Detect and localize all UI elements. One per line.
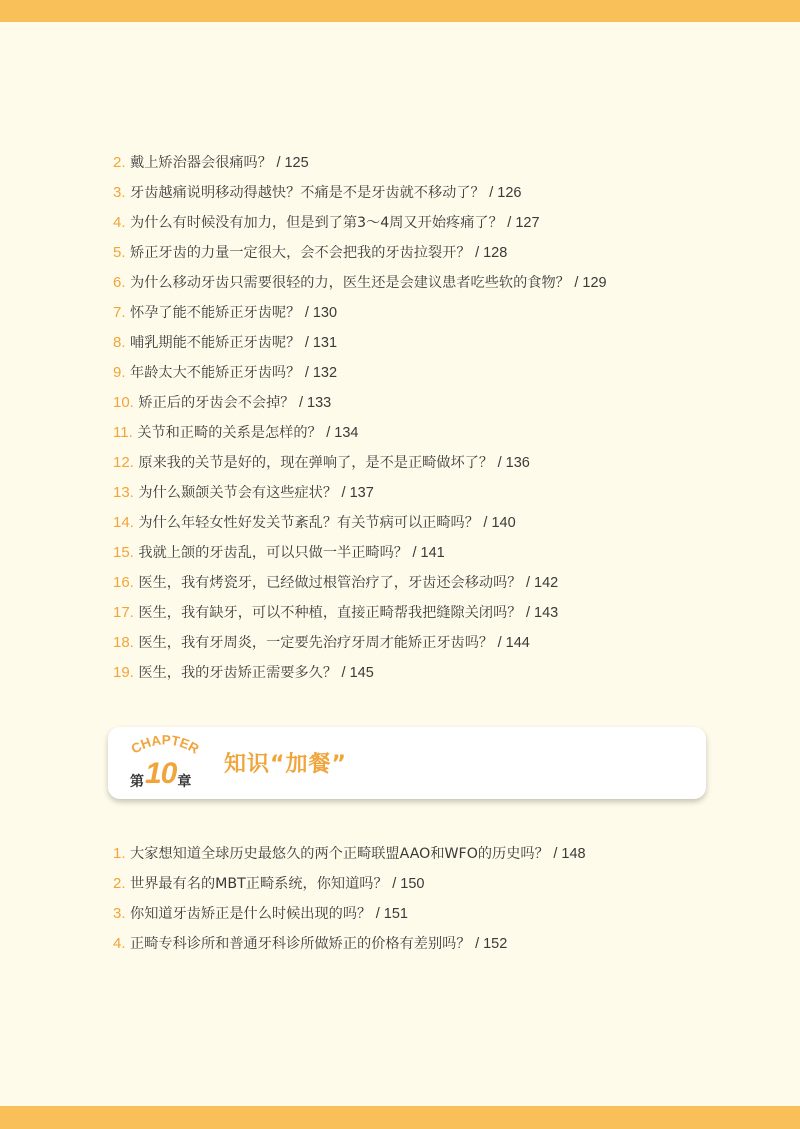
entry-page-number: / 152 [475,936,508,952]
entry-page-number: / 131 [304,335,338,351]
entry-page-number: / 150 [392,876,425,892]
entry-page-number: / 136 [497,455,530,471]
toc-list-chapter-10 [113,839,733,959]
entry-page-number: / 134 [326,425,359,441]
chapter-suffix: 章 [177,774,192,790]
entry-page-number: / 137 [341,485,374,501]
entry-number: 4. [113,214,126,231]
entry-number: 6. [113,274,126,291]
entry-page-number: / 140 [483,515,516,531]
entry-title: 为什么年轻女性好发关节紊乱？有关节病可以正畸吗？ [138,515,479,531]
entry-title: 为什么移动牙齿只需要很轻的力，医生还是会建议患者吃些软的食物？ [130,275,570,291]
toc-entry[interactable] [113,508,733,538]
entry-title: 关节和正畸的关系是怎样的？ [137,425,322,441]
toc-entry[interactable] [113,238,733,268]
entry-title: 世界最有名的MBT正畸系统，你知道吗？ [130,876,388,892]
toc-list-chapter-9 [113,148,733,688]
toc-entry[interactable] [113,899,733,929]
toc-entry[interactable] [113,628,733,658]
chapter-number: 10 [145,757,177,790]
entry-number: 16. [113,574,134,591]
entry-page-number: / 144 [497,635,530,651]
entry-page-number: / 141 [412,545,445,561]
toc-entry[interactable] [113,869,733,899]
entry-number: 18. [113,634,134,651]
chapter-title: 知识“加餐” [224,752,347,777]
entry-number: 19. [113,664,134,681]
top-color-band [0,0,800,22]
entry-title: 哺乳期能不能矫正牙齿呢？ [130,335,301,351]
entry-page-number: / 143 [525,605,559,621]
svg-text:CHAPTER: CHAPTER [128,733,202,757]
entry-page-number: / 142 [525,575,559,591]
entry-page-number: / 145 [341,665,374,681]
toc-entry[interactable] [113,418,733,448]
entry-title: 医生，我有缺牙，可以不种植，直接正畸帮我把缝隙关闭吗？ [138,605,522,621]
entry-page-number: / 130 [304,305,338,321]
entry-page-number: / 128 [475,245,508,261]
entry-title: 正畸专科诊所和普通牙科诊所做矫正的价格有差别吗？ [130,936,471,952]
entry-title: 原来我的关节是好的，现在弹响了，是不是正畸做坏了？ [138,455,494,471]
entry-number: 17. [113,604,134,621]
toc-entry[interactable] [113,178,733,208]
toc-entry[interactable] [113,328,733,358]
entry-page-number: / 151 [375,906,408,922]
entry-number: 9. [113,364,126,381]
toc-entry[interactable] [113,839,733,869]
entry-page-number: / 148 [553,846,586,862]
entry-title: 你知道牙齿矫正是什么时候出现的吗？ [130,906,372,922]
entry-page-number: / 125 [276,155,309,171]
entry-page-number: / 132 [304,365,338,381]
entry-title: 医生，我有牙周炎，一定要先治疗牙周才能矫正牙齿吗？ [138,635,494,651]
entry-number: 2. [113,875,126,892]
entry-title: 我就上颌的牙齿乱，可以只做一半正畸吗？ [138,545,408,561]
entry-title: 怀孕了能不能矫正牙齿呢？ [130,305,301,321]
toc-entry[interactable] [113,929,733,959]
entry-number: 3. [113,184,126,201]
entry-number: 8. [113,334,126,351]
entry-number: 3. [113,905,126,922]
chapter-heading-card [108,727,706,799]
entry-title: 医生，我的牙齿矫正需要多久？ [138,665,338,681]
entry-number: 14. [113,514,134,531]
toc-entry[interactable] [113,358,733,388]
entry-title: 牙齿越痛说明移动得越快？不痛是不是牙齿就不移动了？ [130,185,485,201]
entry-number: 10. [113,394,134,411]
toc-entry[interactable] [113,538,733,568]
entry-title: 矫正后的牙齿会不会掉？ [138,395,295,411]
chapter-badge [120,733,210,793]
toc-entry[interactable] [113,658,733,688]
toc-entry[interactable] [113,268,733,298]
entry-page-number: / 127 [507,215,540,231]
entry-number: 5. [113,244,126,261]
toc-entry[interactable] [113,148,733,178]
entry-number: 1. [113,845,126,862]
entry-number: 7. [113,304,126,321]
entry-title: 大家想知道全球历史最悠久的两个正畸联盟AAO和WFO的历史吗？ [130,846,549,862]
chapter-prefix: 第 [130,774,144,790]
bottom-color-band [0,1106,800,1129]
entry-page-number: / 129 [574,275,607,291]
entry-title: 矫正牙齿的力量一定很大，会不会把我的牙齿拉裂开？ [130,245,471,261]
toc-entry[interactable] [113,568,733,598]
entry-number: 2. [113,154,126,171]
toc-entry[interactable] [113,598,733,628]
entry-title: 医生，我有烤瓷牙，已经做过根管治疗了，牙齿还会移动吗？ [138,575,522,591]
entry-title: 为什么颞颌关节会有这些症状？ [138,485,338,501]
entry-title: 为什么有时候没有加力，但是到了第3～4周又开始疼痛了？ [130,215,503,231]
entry-number: 11. [113,424,133,441]
toc-entry[interactable] [113,298,733,328]
toc-entry[interactable] [113,478,733,508]
entry-number: 4. [113,935,126,952]
entry-page-number: / 133 [298,395,332,411]
entry-page-number: / 126 [489,185,522,201]
entry-number: 15. [113,544,134,561]
entry-title: 年龄太大不能矫正牙齿吗？ [130,365,301,381]
toc-entry[interactable] [113,448,733,478]
toc-entry[interactable] [113,388,733,418]
entry-number: 12. [113,454,134,471]
entry-title: 戴上矫治器会很痛吗？ [130,155,272,171]
entry-number: 13. [113,484,134,501]
toc-entry[interactable] [113,208,733,238]
